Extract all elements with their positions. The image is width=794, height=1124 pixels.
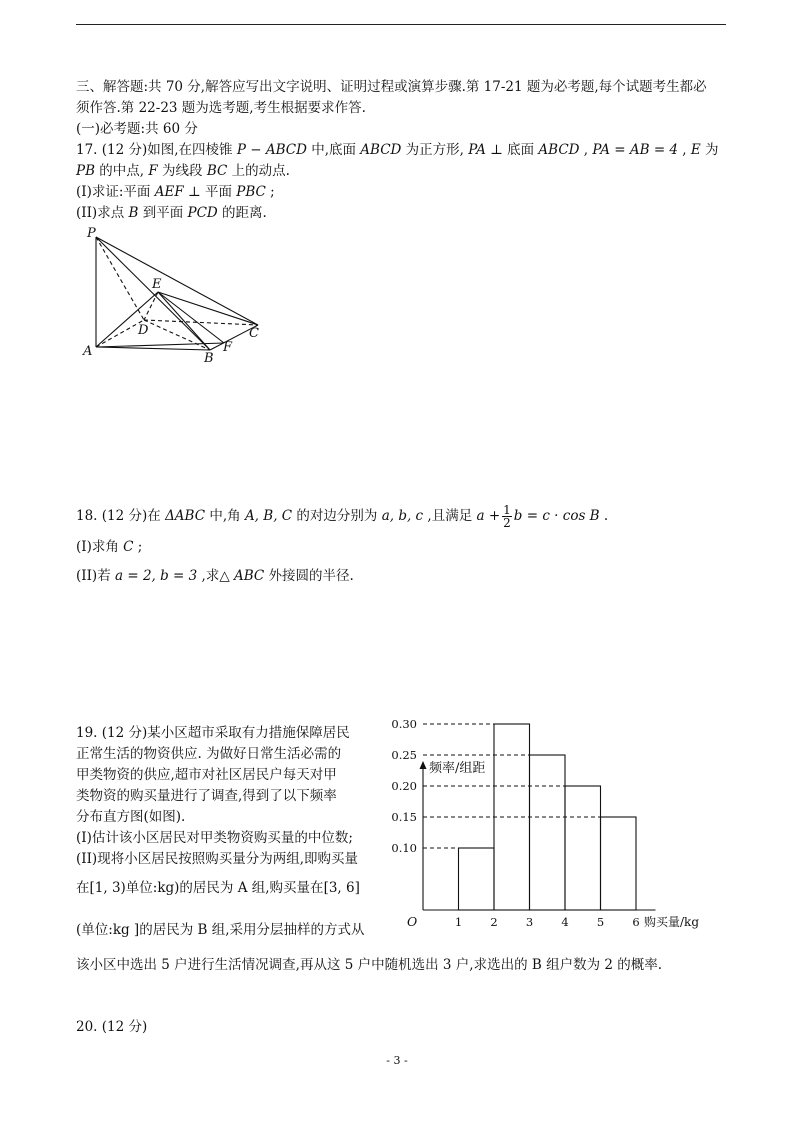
label-D: D <box>138 323 149 338</box>
q17-text: (I)求证:平面 <box>76 184 155 200</box>
y-tick-label: 0.20 <box>391 779 417 793</box>
q17-math: F <box>148 163 158 179</box>
q17-text: ⊥ 底面 <box>485 142 539 158</box>
q17-text: 为 <box>700 142 719 158</box>
q17-part2 <box>76 204 267 222</box>
histogram-chart <box>380 717 700 934</box>
q17-part1 <box>76 183 275 201</box>
q17-math: PCD <box>187 205 218 221</box>
q18-text: 的对边分别为 <box>292 508 382 524</box>
histogram-bars <box>459 724 637 910</box>
y-tick-label: 0.25 <box>391 748 417 762</box>
q19-interval: [1, 3) <box>89 880 126 896</box>
histogram-bar <box>565 786 601 910</box>
q17-math: E <box>690 142 701 158</box>
q19-line8 <box>76 879 360 897</box>
q19-line9: (单位:kg ]的居民为 B 组,采用分层抽样的方式从 <box>76 922 365 938</box>
q18-math: A, B, C <box>244 508 293 524</box>
q17-line1 <box>76 141 719 159</box>
y-axis-label: 频率/组距 <box>429 761 486 776</box>
edge-EF <box>158 292 224 343</box>
q19-line2: 正常生活的物资供应. 为做好日常生活必需的 <box>76 746 342 762</box>
q17-math: P − ABCD <box>236 142 307 158</box>
q17-math: PBC <box>236 184 266 200</box>
q18-text: ; <box>133 539 143 555</box>
q18-math: a + <box>476 508 501 524</box>
q17-math: ABCD <box>360 142 402 158</box>
q18-math: C <box>123 539 134 555</box>
label-C: C <box>249 326 259 341</box>
x-tick-label: 5 <box>596 915 605 929</box>
q17-text: ; <box>265 184 275 200</box>
q18-fraction <box>502 504 512 529</box>
q18-math: a = 2, b = 3 <box>115 568 198 584</box>
label-F: F <box>223 340 233 355</box>
q17-text: 17. (12 分)如图,在四棱锥 <box>76 142 237 158</box>
y-tick-label: 0.10 <box>391 841 417 855</box>
histogram-bar <box>530 755 566 910</box>
q19-interval: [3, 6] <box>323 880 360 896</box>
page-number: - 3 - <box>386 1054 408 1067</box>
y-tick-label: 0.30 <box>391 717 417 731</box>
q19-part1: (I)估计该小区居民对甲类物资购买量的中位数; <box>76 830 353 846</box>
label-E: E <box>152 277 162 292</box>
histogram-bar <box>459 848 495 910</box>
x-tick-label: 1 <box>454 915 463 929</box>
edge-PB <box>96 237 210 350</box>
q18-text: 中,角 <box>205 508 245 524</box>
q17-math: PB <box>76 163 96 179</box>
x-tick-label: 4 <box>561 915 569 929</box>
q18-text: 外接圆的半径. <box>264 568 354 584</box>
q17-text: , <box>579 142 593 158</box>
histogram-bar <box>601 817 637 910</box>
q19-part2: (II)现将小区居民按照购买量分为两组,即购买量 <box>76 851 358 867</box>
edge-AE <box>96 292 158 347</box>
x-tick-label: 2 <box>490 915 498 929</box>
q17-math: B <box>128 205 139 221</box>
q19-line1: 19. (12 分)某小区超市采取有力措施保障居民 <box>76 725 350 741</box>
q17-math: BC <box>206 163 228 179</box>
q17-math: AEF <box>154 184 184 200</box>
q17-text: 到平面 <box>138 205 188 221</box>
q17-text: ⊥ 平面 <box>183 184 237 200</box>
q18-text: ,且满足 <box>423 508 477 524</box>
q17-math: ABCD <box>538 142 580 158</box>
q17-text: 的中点, <box>95 163 149 179</box>
q19-line3: 甲类物资的供应,超市对社区居民户每天对甲 <box>76 767 337 783</box>
q17-line2 <box>76 162 290 180</box>
label-P: P <box>87 226 96 241</box>
q18-text: (I)求角 <box>76 539 124 555</box>
q20-line1: 20. (12 分) <box>76 1019 148 1035</box>
q18-part1 <box>76 538 142 556</box>
q18-math: b = c · cos B <box>513 508 600 524</box>
q19-text: 在 <box>76 880 90 896</box>
y-axis-arrow-icon <box>420 761 427 769</box>
label-B: B <box>204 351 214 366</box>
required-title: (一)必考题:共 60 分 <box>76 121 198 137</box>
q19-line10: 该小区中选出 5 户进行生活情况调查,再从这 5 户中随机选出 3 户,求选出的 B 组户数为 2 的概率. <box>76 957 663 973</box>
x-axis-label: 购买量/kg <box>644 915 699 929</box>
fraction-numerator: 1 <box>503 503 511 517</box>
q17-text: 上的动点. <box>227 163 290 179</box>
q19-text: 单位:kg)的居民为 A 组,购买量在 <box>125 880 324 896</box>
q18-part2 <box>76 567 354 585</box>
edge-AD <box>96 320 144 347</box>
edge-PC <box>96 237 258 325</box>
section-intro-line2: 须作答.第 22-23 题为选考题,考生根据要求作答. <box>76 100 366 116</box>
q17-math: PA <box>468 142 486 158</box>
q17-text: 为线段 <box>157 163 207 179</box>
q18-text: . <box>599 508 609 524</box>
q18-line1 <box>76 504 608 529</box>
label-A: A <box>83 344 93 359</box>
edge-AB <box>96 347 210 350</box>
q19-line5: 分布直方图(如图). <box>76 809 186 825</box>
x-tick-label: 6 <box>632 915 640 929</box>
histogram-labels <box>391 717 699 929</box>
q18-text: ,求△ <box>197 568 235 584</box>
header-rule <box>76 24 726 25</box>
q17-text: (II)求点 <box>76 205 129 221</box>
q18-math: ΔABC <box>165 508 206 524</box>
section-intro-line1: 三、解答题:共 70 分,解答应写出文字说明、证明过程或演算步骤.第 17-21 题为必考题,每个试题考生都必 <box>76 79 707 95</box>
q19-line4: 类物资的购买量进行了调查,得到了以下频率 <box>76 788 337 804</box>
y-tick-label: 0.15 <box>391 810 417 824</box>
q18-text: (II)若 <box>76 568 115 584</box>
q17-text: 的距离. <box>217 205 267 221</box>
q18-math: a, b, c <box>381 508 424 524</box>
pyramid-figure <box>74 222 274 367</box>
q17-text: 中,底面 <box>306 142 361 158</box>
q17-math: PA = AB = 4 <box>592 142 679 158</box>
x-tick-label: 3 <box>525 915 534 929</box>
q18-text: 18. (12 分)在 <box>76 508 166 524</box>
q18-math: ABC <box>234 568 265 584</box>
fraction-denominator: 2 <box>503 516 511 530</box>
origin-label: O <box>407 914 418 929</box>
q17-text: , <box>678 142 691 158</box>
q17-text: 为正方形, <box>401 142 469 158</box>
histogram-axes <box>420 761 656 910</box>
edge-DC <box>144 320 258 325</box>
